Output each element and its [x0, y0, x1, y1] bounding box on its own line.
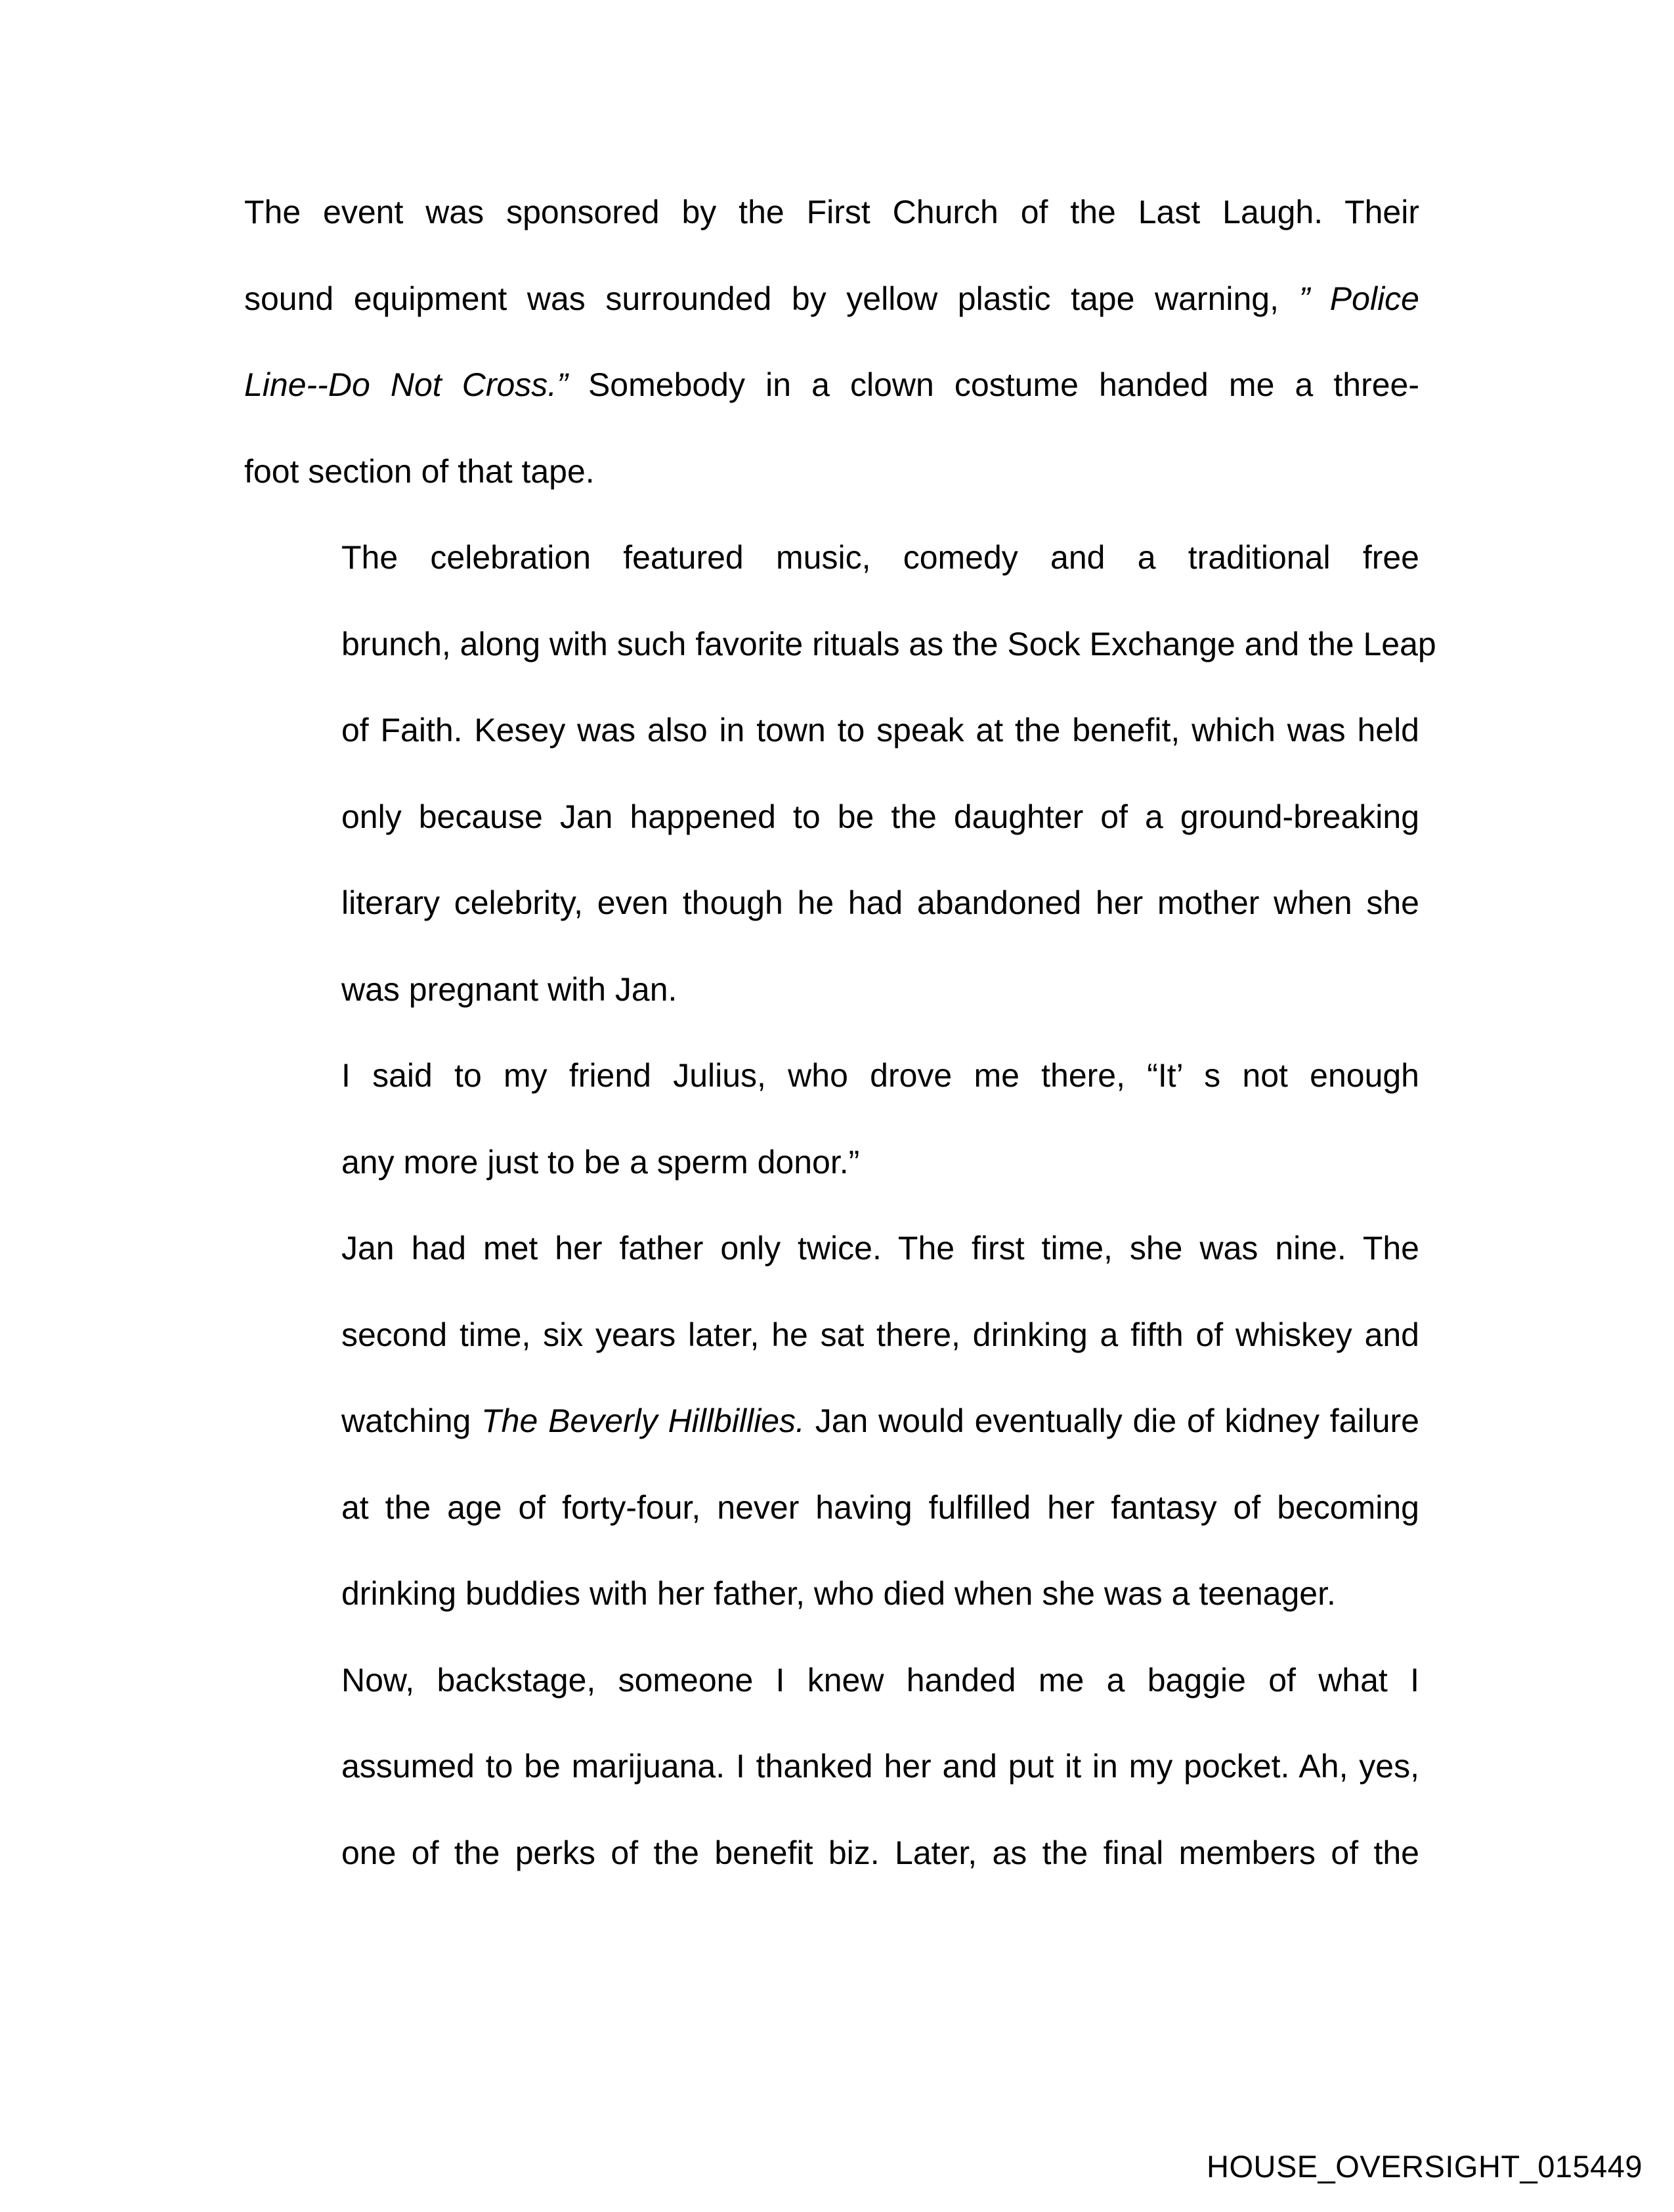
text-line: [244, 1292, 1419, 1379]
text-line: [244, 601, 1436, 688]
text-line: [244, 774, 1419, 861]
text-run: brunch, along with such favorite rituals as the Sock Exchange and the Leap: [341, 625, 1436, 662]
text-run: any more just to be a sperm donor.”: [341, 1143, 860, 1181]
text-run: of Faith. Kesey was also in town to speak at the benefit, which was held: [341, 712, 1419, 748]
text-run: Jan had met her father only twice. The first time, she was nine. The: [341, 1230, 1419, 1267]
text-run: second time, six years later, he sat there, drinking a fifth of whiskey and: [341, 1316, 1419, 1353]
italic-text: ” Police: [1298, 280, 1419, 317]
text-run: The celebration featured music, comedy and a traditional free: [341, 539, 1419, 576]
body-text: [244, 169, 1436, 1896]
paragraph: [244, 515, 1436, 1033]
text-line: [244, 429, 1419, 515]
paragraph: [244, 1637, 1419, 1897]
text-run: Somebody in a clown costume handed me a three-: [567, 366, 1419, 403]
text-run: assumed to be marijuana. I thanked her and put it in my pocket. Ah, yes,: [341, 1748, 1419, 1785]
text-run: literary celebrity, even though he had abandoned her mother when she: [341, 884, 1419, 921]
italic-text: The Beverly Hillbillies.: [481, 1402, 805, 1439]
text-run: I said to my friend Julius, who drove me there, “It’ s not enough: [341, 1057, 1419, 1094]
bates-number: HOUSE_OVERSIGHT_015449: [1207, 2149, 1643, 2184]
text-line: [244, 1810, 1419, 1897]
text-line: [244, 515, 1419, 601]
text-line: [244, 1465, 1419, 1551]
text-run: Jan would eventually die of kidney failure: [804, 1402, 1419, 1439]
paragraph: [244, 1033, 1419, 1205]
text-run: only because Jan happened to be the daughter of a ground-breaking: [341, 798, 1419, 835]
text-run: drinking buddies with her father, who died when she was a teenager.: [341, 1575, 1336, 1612]
italic-text: Line--Do Not Cross.”: [244, 366, 568, 403]
text-line: [244, 342, 1419, 429]
paragraph: [244, 169, 1419, 515]
text-line: [244, 947, 1419, 1033]
text-line: [244, 256, 1419, 343]
text-run: foot section of that tape.: [244, 452, 595, 490]
text-line: [244, 1551, 1419, 1637]
text-run: watching: [341, 1402, 482, 1439]
text-run: at the age of forty-four, never having fulfilled her fantasy of becoming: [341, 1488, 1419, 1526]
text-line: [244, 860, 1419, 947]
text-run: Now, backstage, someone I knew handed me a baggie of what I: [341, 1661, 1419, 1699]
text-line: [244, 1205, 1419, 1292]
text-line: [244, 1724, 1419, 1810]
text-run: one of the perks of the benefit biz. Later, as the final members of the: [341, 1834, 1419, 1871]
text-line: [244, 687, 1419, 774]
text-run: sound equipment was surrounded by yellow plastic tape warning,: [244, 280, 1299, 317]
text-run: was pregnant with Jan.: [341, 970, 677, 1008]
paragraph: [244, 1205, 1419, 1637]
text-line: [244, 1033, 1419, 1119]
text-line: [244, 1378, 1419, 1465]
text-line: [244, 169, 1419, 256]
text-line: [244, 1119, 1419, 1206]
text-run: The event was sponsored by the First Church of the Last Laugh. Their: [244, 194, 1419, 230]
text-line: [244, 1637, 1419, 1724]
